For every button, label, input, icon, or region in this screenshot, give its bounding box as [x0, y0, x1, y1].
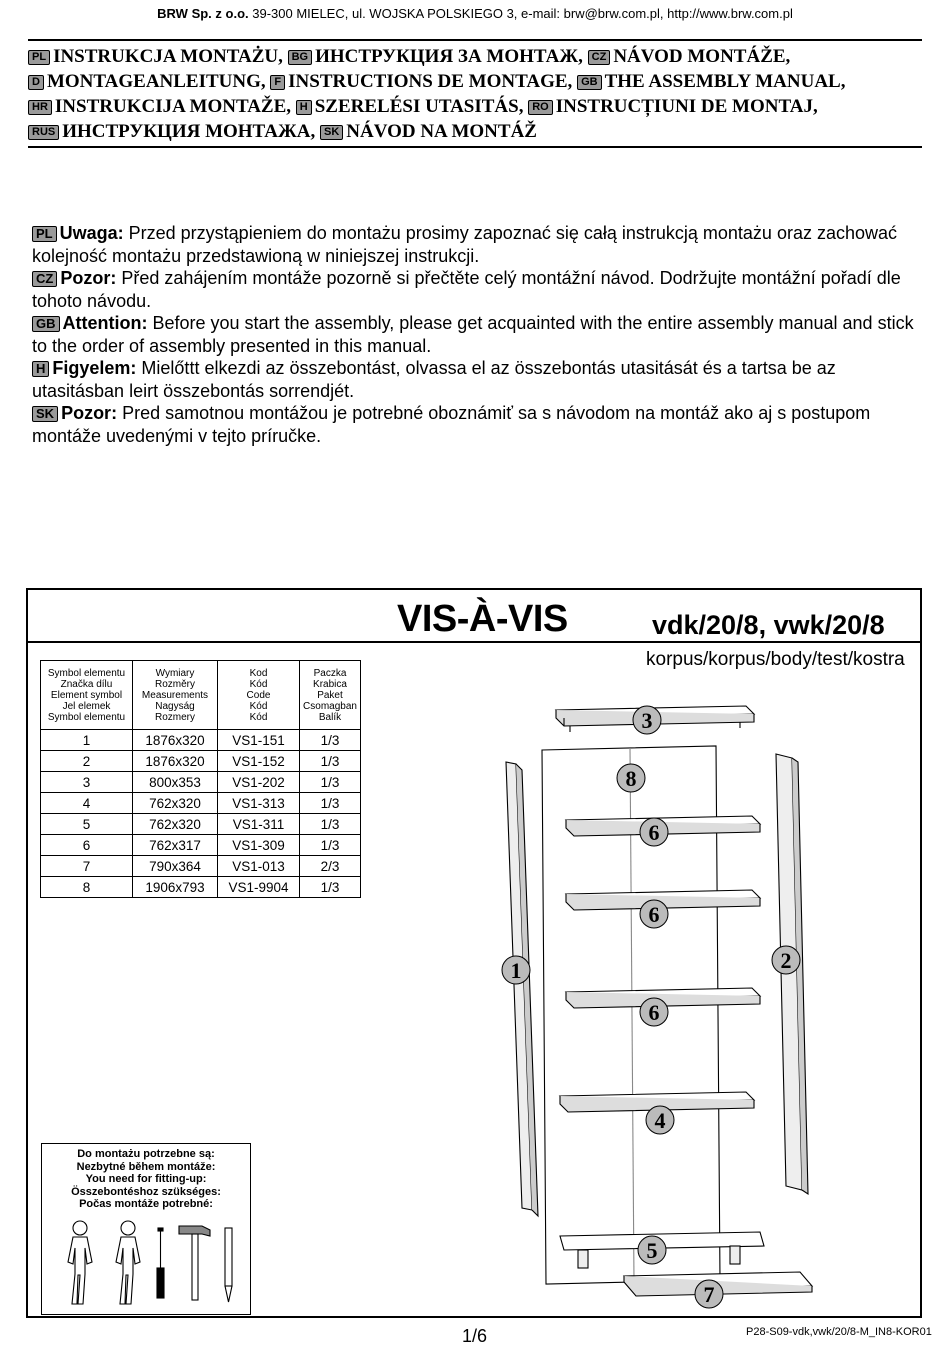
table-cell: 762x320 — [133, 793, 218, 814]
table-cell: 762x317 — [133, 835, 218, 856]
language-tag: RO — [528, 100, 553, 115]
language-tag: GB — [32, 316, 60, 332]
table-cell: 1/3 — [300, 877, 361, 898]
language-tag: H — [296, 100, 312, 115]
part-label: 6 — [648, 1000, 660, 1025]
part-2-right-side — [776, 754, 808, 1194]
table-cell: 1876x320 — [133, 751, 218, 772]
table-cell: 4 — [41, 793, 133, 814]
person-icon — [68, 1221, 92, 1304]
title-text: NÁVOD NA MONTÁŽ — [346, 121, 537, 142]
person-icon — [116, 1221, 140, 1304]
title-text: ИНСТРУКЦИЯ ЗА МОНТАЖ, — [315, 46, 588, 67]
tools-needed-box — [41, 1143, 251, 1315]
table-row — [41, 793, 361, 814]
header-measurements: Wymiary Rozměry Measurements Nagyság Rozmery — [133, 661, 218, 730]
model-name: VIS-À-VIS — [397, 598, 568, 640]
note-text: Przed przystąpieniem do montażu prosimy zapoznać się całą instrukcją montażu oraz zachować kolejność montażu przedstawioną w niniejszej instrukcji. — [32, 223, 897, 266]
language-tag: SK — [32, 406, 58, 422]
title-line — [28, 44, 928, 69]
frame-divider — [28, 641, 920, 643]
table-cell: VS1-313 — [218, 793, 300, 814]
language-tag: GB — [577, 75, 602, 90]
part-label: 6 — [648, 902, 660, 927]
table-row — [41, 856, 361, 877]
title-text: NÁVOD MONTÁŽE, — [613, 46, 791, 67]
furniture-exploded-diagram — [490, 690, 920, 1315]
part-label-badge — [646, 1106, 674, 1134]
note-label: Pozor: — [60, 268, 117, 288]
parts-table — [40, 660, 361, 898]
table-cell: 1 — [41, 730, 133, 751]
table-cell: 762x320 — [133, 814, 218, 835]
tools-illustration — [42, 1144, 252, 1316]
language-tag: HR — [28, 100, 52, 115]
tools-line: Összebontéshoz szükséges: — [71, 1185, 221, 1198]
part-label-badge — [633, 706, 661, 734]
pencil-icon — [225, 1228, 232, 1302]
title-line — [28, 69, 928, 94]
titles-rule — [28, 146, 922, 148]
company-name: BRW Sp. z o.o. — [157, 6, 249, 21]
table-cell: VS1-309 — [218, 835, 300, 856]
table-cell: 2 — [41, 751, 133, 772]
part-label: 3 — [641, 708, 653, 733]
table-cell: 1906x793 — [133, 877, 218, 898]
table-row — [41, 814, 361, 835]
part-label: 2 — [780, 948, 792, 973]
title-text: INSTRUKCJA MONTAŻU, — [53, 46, 288, 67]
header-package: Paczka Krabica Paket Csomagban Balík — [300, 661, 361, 730]
title-line — [28, 94, 928, 119]
language-tag: SK — [320, 125, 343, 140]
document-id: P28-S09-vdk,vwk/20/8-M_IN8-KOR01 — [746, 1326, 932, 1338]
manual-titles — [28, 44, 928, 144]
title-text: INSTRUKCIJA MONTAŽE, — [54, 96, 296, 117]
tools-line: Nezbytné během montáže: — [76, 1160, 216, 1173]
table-row — [41, 835, 361, 856]
part-label-badge — [695, 1280, 723, 1308]
part-1-left-side — [506, 762, 538, 1216]
note-label: Pozor: — [61, 403, 118, 423]
title-line — [28, 119, 928, 144]
company-address: 39-300 MIELEC, ul. WOJSKA POLSKIEGO 3, e-mail: brw@brw.com.pl, http://www.brw.com.pl — [252, 6, 793, 21]
title-text: ИНСТРУКЦИЯ МОНТАЖА, — [62, 121, 321, 142]
table-cell: 7 — [41, 856, 133, 877]
note-label: Uwaga: — [59, 223, 124, 243]
part-label: 7 — [703, 1282, 715, 1307]
table-cell: 1/3 — [300, 730, 361, 751]
note-label: Figyelem: — [52, 358, 137, 378]
table-cell: VS1-013 — [218, 856, 300, 877]
table-cell: VS1-311 — [218, 814, 300, 835]
part-label: 6 — [648, 820, 660, 845]
table-row — [41, 772, 361, 793]
language-tag: PL — [28, 50, 50, 65]
table-cell: 3 — [41, 772, 133, 793]
part-label-badge — [638, 1236, 666, 1264]
table-cell: 8 — [41, 877, 133, 898]
header-code: Kod Kód Code Kód Kód — [218, 661, 300, 730]
part-label-badge — [640, 900, 668, 928]
assembly-notes — [32, 222, 927, 447]
title-text: INSTRUCTIONS DE MONTAGE, — [288, 71, 578, 92]
table-cell: 1/3 — [300, 772, 361, 793]
screwdriver-icon — [157, 1228, 164, 1298]
language-tag: F — [270, 75, 285, 90]
title-text: INSTRUCȚIUNI DE MONTAJ, — [555, 96, 818, 117]
part-label-badge — [640, 818, 668, 846]
table-cell: 1/3 — [300, 793, 361, 814]
note-paragraph — [32, 267, 927, 312]
table-row — [41, 751, 361, 772]
language-tag: BG — [288, 50, 313, 65]
part-label: 1 — [510, 958, 522, 983]
table-cell: 5 — [41, 814, 133, 835]
part-label-badge — [772, 946, 800, 974]
table-cell: 2/3 — [300, 856, 361, 877]
language-tag: CZ — [32, 271, 57, 287]
title-text: SZERELÉSI UTASITÁS, — [314, 96, 529, 117]
page-number: 1/6 — [462, 1326, 488, 1346]
part-label: 5 — [646, 1238, 658, 1263]
language-tag: H — [32, 361, 49, 377]
table-cell: VS1-152 — [218, 751, 300, 772]
note-paragraph — [32, 357, 927, 402]
note-label: Attention: — [62, 313, 148, 333]
part-label-badge — [640, 998, 668, 1026]
part-label-badge — [502, 956, 530, 984]
table-row — [41, 730, 361, 751]
language-tag: PL — [32, 226, 57, 242]
table-cell: VS1-202 — [218, 772, 300, 793]
tools-line: Do montażu potrzebne są: — [77, 1148, 215, 1160]
tools-line: Počas montáže potrebné: — [79, 1198, 213, 1210]
note-text: Před zahájením montáže pozorně si přečtěte celý montážní návod. Dodržujte montážní pořadí dle tohoto návodu. — [32, 268, 901, 311]
model-subtitle: korpus/korpus/body/test/kostra — [646, 649, 905, 670]
table-cell: 790x364 — [133, 856, 218, 877]
table-cell: 1876x320 — [133, 730, 218, 751]
hammer-icon — [179, 1226, 210, 1300]
header-symbol: Symbol elementu Značka dílu Element symbol Jel elemek Symbol elementu — [41, 661, 133, 730]
tools-line: You need for fitting-up: — [85, 1173, 207, 1185]
part-label: 4 — [654, 1108, 666, 1133]
note-paragraph — [32, 312, 927, 357]
note-paragraph — [32, 222, 927, 267]
model-codes: vdk/20/8, vwk/20/8 — [652, 610, 885, 640]
company-header — [28, 6, 922, 21]
parts-table-body — [41, 730, 361, 898]
table-cell: 1/3 — [300, 751, 361, 772]
parts-table-header — [41, 661, 361, 730]
table-cell: VS1-151 — [218, 730, 300, 751]
title-text: MONTAGEANLEITUNG, — [46, 71, 271, 92]
note-text: Pred samotnou montážou je potrebné oboznámiť sa s návodom na montáž ako aj s postupom montáže uvedenými v tejto príručke. — [32, 403, 871, 446]
table-cell: 6 — [41, 835, 133, 856]
title-text: THE ASSEMBLY MANUAL, — [604, 71, 846, 92]
table-row — [41, 877, 361, 898]
language-tag: D — [28, 75, 44, 90]
part-label: 8 — [625, 766, 637, 791]
language-tag: CZ — [588, 50, 611, 65]
header-rule — [28, 39, 922, 41]
note-text: Mielőttt elkezdi az összebontást, olvassa el az összebontás utasitását és a tartsa be az utasitásban leirt összebontás sorrendjét. — [32, 358, 836, 401]
table-cell: 1/3 — [300, 835, 361, 856]
language-tag: RUS — [28, 125, 59, 140]
note-paragraph — [32, 402, 927, 447]
table-cell: 1/3 — [300, 814, 361, 835]
part-label-badge — [617, 764, 645, 792]
table-cell: VS1-9904 — [218, 877, 300, 898]
note-text: Before you start the assembly, please get acquainted with the entire assembly manual and stick to the order of assembly presented in this manual. — [32, 313, 914, 356]
table-cell: 800x353 — [133, 772, 218, 793]
